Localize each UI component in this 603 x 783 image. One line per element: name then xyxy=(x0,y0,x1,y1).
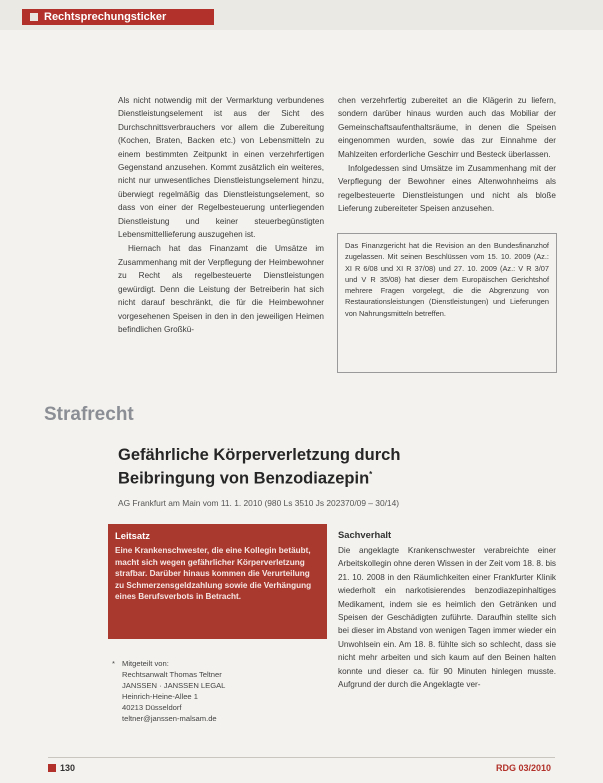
contact-email: teltner@janssen-malsam.de xyxy=(122,714,217,723)
contact-line: JANSSEN · JANSSEN LEGAL xyxy=(122,681,226,690)
right-column xyxy=(338,94,556,216)
leitsatz-heading: Leitsatz xyxy=(115,530,150,541)
contact-block xyxy=(112,658,225,724)
section-tab-label: Rechtsprechungsticker xyxy=(44,11,167,23)
contact-line: 40213 Düsseldorf xyxy=(122,703,182,712)
journal-issue: RDG 03/2010 xyxy=(495,763,551,773)
contact-line: Mitgeteilt von: xyxy=(122,659,169,668)
header-bar xyxy=(0,0,603,30)
leitsatz-text: Eine Krankenschwester, die eine Kollegin betäubt, macht sich wegen gefährlicher Körperverletzung strafbar. Darüber hinaus kommen die Verurteilung zu Schmerzensgeldzahlung sowie die Verhängung eines Berufsverbots in Betracht. xyxy=(115,546,312,602)
leitsatz-box xyxy=(108,524,327,639)
left-paragraph: Als nicht notwendig mit der Vermarktung verbundenes Dienstleistungselement ist aus der Sicht des Durchschnittsverbrauchers vor allem die Zubereitung (Kochen, Braten, Backen etc.) von Lebensmitteln zu einem bestimmten Zeitpunkt in einen verzehrfertigen Gegenstand anzusehen. Kommt zusätzlich ein weiteres, nicht nur unwesentliches Dienstleistungselement hinzu, überwiegt regelmäßig das Dienstleistungselement, so dass von einer der Regelbesteuerung unterliegenden Dienstleistung und keiner steuerbegünstigten Lebensmittellieferung auszugehen ist. xyxy=(118,96,324,240)
footnote-mark: * xyxy=(369,470,373,479)
square-icon xyxy=(30,13,38,21)
left-paragraph: Hiernach hat das Finanzamt die Umsätze im Zusammenhang mit der Verpflegung der Heimbewohner zu Recht als regelbesteuerte Dienstleistungen gewürdigt. Denn die Leistung der Betreiberin hat sich nicht darauf beschränkt, die für die Heimbewohner vorgesehenen Speisen in den in den jeweiligen Heimen befindlichen Großkü- xyxy=(118,244,324,334)
contact-line: Heinrich-Heine-Allee 1 xyxy=(122,692,198,701)
section-tab xyxy=(22,9,214,25)
footer-divider xyxy=(48,757,555,758)
right-paragraph: Infolgedessen sind Umsätze im Zusammenhang mit der Verpflegung der Bewohner eines Altenwohnheims als regelbesteuerte Dienstleistungen und nicht als bloße Lieferung zubereiteter Speisen anzusehen. xyxy=(338,164,556,214)
page-number: 130 xyxy=(48,763,75,773)
sachverhalt-heading: Sachverhalt xyxy=(338,529,392,540)
contact-line: Rechtsanwalt Thomas Teltner xyxy=(122,670,222,679)
section-heading: Strafrecht xyxy=(44,404,134,425)
right-paragraph: chen verzehrfertig zubereitet an die Klägerin zu liefern, sondern darüber hinaus wurden auch das Mobiliar der Gemeinschaftsaufenthaltsräume, in denen die Speisen eingenommen wurden, sowie das zur Einnahme der Mahlzeiten erforderliche Geschirr und Besteck überlassen. xyxy=(338,96,556,159)
info-box: Das Finanzgericht hat die Revision an den Bundesfinanzhof zugelassen. Mit seinen Beschlüssen vom 15. 10. 2009 (Az.: XI R 6/08 und XI R 37/08) und 27. 10. 2009 (Az.: V R 3/07 und V R 35/08) hat dieser dem Europäischen Gerichtshof mehrere Fragen vorgelegt, die die Abgrenzung von Restaurationsleistungen (Dienstleistungen) und Lieferungen von Nahrungsmitteln betreffen. xyxy=(337,233,557,373)
article-title-text: Gefährliche Körperverletzung durch Beibringung von Benzodiazepin xyxy=(118,446,401,488)
sachverhalt-text: Die angeklagte Krankenschwester verabreichte einer Arbeitskollegin ohne deren Wissen in der Zeit vom 18. 8. bis 21. 10. 2008 in den Räumlichkeiten einer Frankfurter Klinik wiederholt ein narkotisierendes benzodiazepinhaltiges Medikament, indem sie es heimlich den Getränken und Speisen der Geschädigten zuführte. Daraufhin stellte sich bei dieser im Abstand von wenigen Tagen immer wieder ein Unwohlsein ein. Am 18. 8. fühlte sich so schlecht, dass sie nicht mehr arbeiten und sich kaum auf den Beinen halten konnte und dieser ca. für 90 Minuten hinlegen musste. Aufgrund der durch die Angeklagte ver- xyxy=(338,546,556,690)
left-column xyxy=(118,94,324,336)
sachverhalt-column xyxy=(338,544,556,691)
court-citation: AG Frankfurt am Main vom 11. 1. 2010 (980 Ls 3510 Js 202370/09 – 30/14) xyxy=(118,498,400,508)
article-title xyxy=(118,445,498,489)
footnote-mark: * xyxy=(112,659,115,668)
